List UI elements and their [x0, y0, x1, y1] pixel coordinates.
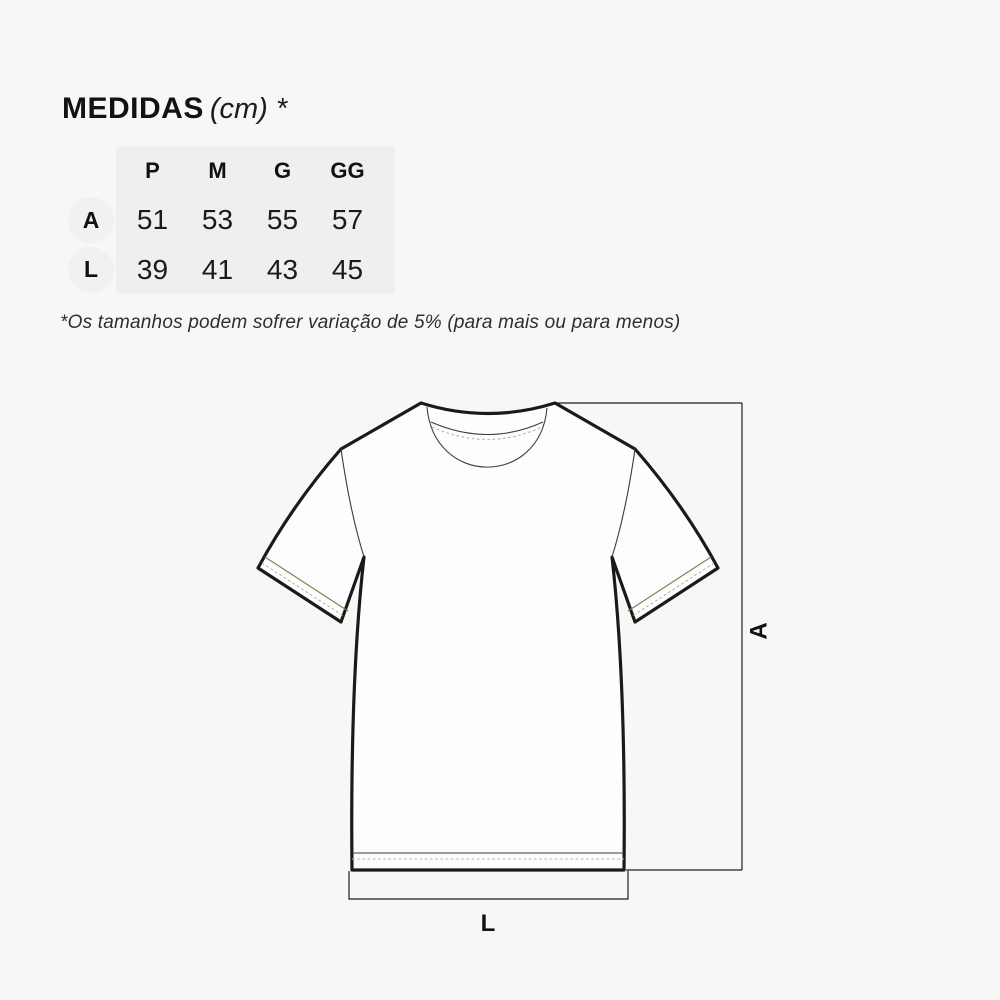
- width-value-m: 41: [201, 253, 234, 285]
- height-value-m: 53: [201, 204, 234, 235]
- tshirt-outline: [258, 403, 718, 870]
- row-label-width: L: [68, 247, 114, 293]
- size-variation-footnote: *Os tamanhos podem sofrer variação de 5% (para mais ou para menos): [60, 312, 681, 333]
- title-main: MEDIDAS: [62, 92, 204, 125]
- width-dimension-label: L: [480, 910, 496, 937]
- width-dimension-bracket: [349, 871, 628, 899]
- title-unit: (cm) *: [209, 93, 288, 125]
- row-label-height: A: [68, 197, 114, 243]
- column-header-gg: GG: [330, 157, 365, 183]
- height-value-p: 51: [136, 204, 169, 235]
- width-value-gg: 45: [331, 253, 364, 285]
- column-header-g: G: [273, 157, 292, 183]
- height-value-g: 55: [266, 204, 299, 235]
- column-header-m: M: [208, 157, 227, 183]
- height-dimension-label: A: [745, 622, 773, 640]
- width-value-g: 43: [266, 253, 299, 285]
- column-header-p: P: [145, 157, 160, 183]
- width-value-p: 39: [136, 253, 169, 285]
- height-value-gg: 57: [331, 204, 364, 235]
